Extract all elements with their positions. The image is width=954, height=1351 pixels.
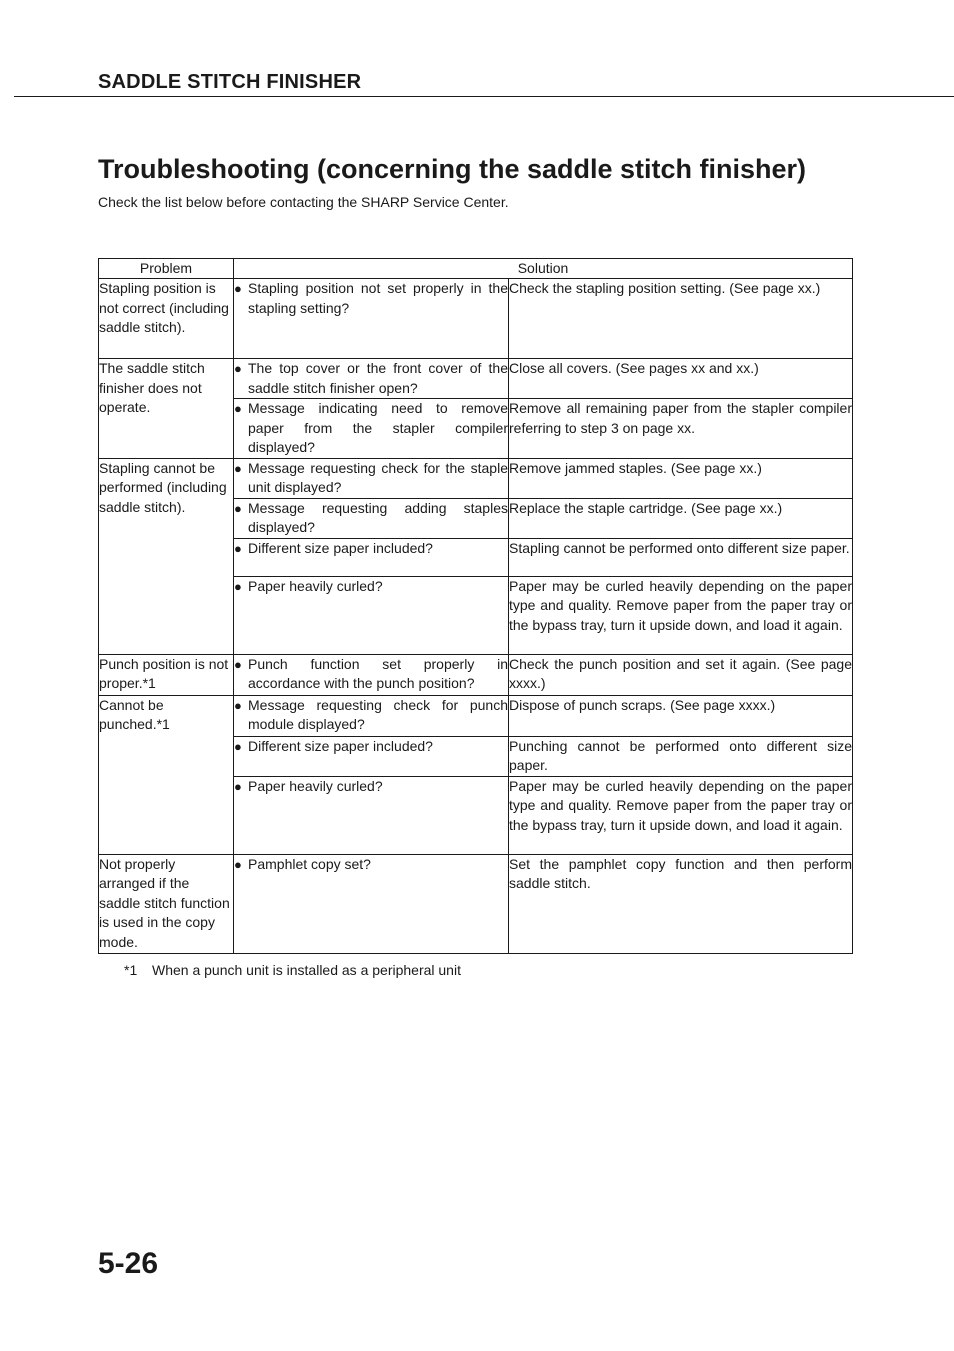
problem-cell: The saddle stitch finisher does not operate. — [99, 359, 234, 459]
solution-cell: Replace the staple cartridge. (See page xx.) — [509, 498, 853, 538]
check-item — [234, 539, 508, 559]
check-cell — [234, 399, 509, 459]
check-text: The top cover or the front cover of the saddle stitch finisher open? — [248, 360, 508, 396]
check-text: Stapling position not set properly in the stapling setting? — [248, 280, 508, 316]
check-cell — [234, 576, 509, 654]
check-cell — [234, 359, 509, 399]
solution-cell: Set the pamphlet copy function and then perform saddle stitch. — [509, 854, 853, 953]
table-row — [99, 854, 853, 953]
footnote — [124, 962, 461, 978]
check-text: Different size paper included? — [248, 737, 433, 754]
check-cell — [234, 776, 509, 854]
problem-cell: Not properly arranged if the saddle stitch function is used in the copy mode. — [99, 854, 234, 953]
troubleshooting-table — [98, 258, 853, 954]
table-row — [99, 279, 853, 359]
check-text: Message requesting adding staples displayed? — [248, 499, 508, 535]
bullet-icon: ● — [234, 460, 242, 476]
bullet-icon: ● — [234, 361, 242, 376]
check-item — [234, 279, 508, 318]
check-cell — [234, 736, 509, 776]
problem-cell: Stapling position is not correct (including saddle stitch). — [99, 279, 234, 359]
table-row — [99, 359, 853, 399]
bullet-icon: ● — [234, 656, 242, 672]
check-text: Paper heavily curled? — [248, 777, 383, 794]
check-cell — [234, 854, 509, 953]
table-row — [99, 654, 853, 695]
section-header: SADDLE STITCH FINISHER — [98, 71, 362, 93]
problem-cell: Stapling cannot be performed (including saddle stitch). — [99, 458, 234, 654]
solution-column-header: Solution — [234, 259, 853, 279]
check-text: Punch function set properly in accordance with the punch position? — [248, 655, 508, 691]
check-item — [234, 737, 508, 757]
table-header-row — [99, 259, 853, 279]
table-row — [99, 695, 853, 736]
problem-cell: Cannot be punched.*1 — [99, 695, 234, 854]
solution-cell: Dispose of punch scraps. (See page xxxx.) — [509, 695, 853, 736]
check-item — [234, 577, 508, 597]
bullet-icon: ● — [234, 281, 242, 296]
bullet-icon: ● — [234, 540, 242, 556]
check-text: Paper heavily curled? — [248, 577, 383, 594]
page-number: 5-26 — [98, 1247, 159, 1280]
check-cell — [234, 458, 509, 498]
solution-cell: Paper may be curled heavily depending on the paper type and quality. Remove paper from the paper tray or the bypass tray, turn it upside down, and load it again. — [509, 576, 853, 654]
page-title: Troubleshooting (concerning the saddle stitch finisher) — [98, 154, 807, 184]
check-item — [234, 777, 508, 797]
check-cell — [234, 538, 509, 576]
solution-cell: Punching cannot be performed onto different size paper. — [509, 736, 853, 776]
check-text: Pamphlet copy set? — [248, 855, 371, 872]
bullet-icon: ● — [234, 856, 242, 872]
bullet-icon: ● — [234, 401, 242, 416]
solution-cell: Check the stapling position setting. (See page xx.) — [509, 279, 853, 359]
bullet-icon: ● — [234, 500, 242, 516]
check-item — [234, 499, 508, 538]
bullet-icon: ● — [234, 738, 242, 754]
problem-cell: Punch position is not proper.*1 — [99, 654, 234, 695]
check-item — [234, 855, 508, 875]
check-item — [234, 399, 508, 458]
check-text: Message indicating need to remove paper from the stapler compiler displayed? — [248, 400, 508, 455]
bullet-icon: ● — [234, 578, 242, 594]
check-cell — [234, 654, 509, 695]
solution-cell: Remove all remaining paper from the stapler compiler referring to step 3 on page xx. — [509, 399, 853, 459]
check-item — [234, 459, 508, 498]
check-cell — [234, 498, 509, 538]
solution-cell: Paper may be curled heavily depending on the paper type and quality. Remove paper from the paper tray or the bypass tray, turn it upside down, and load it again. — [509, 776, 853, 854]
bullet-icon: ● — [234, 778, 242, 794]
intro-text: Check the list below before contacting the SHARP Service Center. — [98, 194, 509, 210]
check-item — [234, 655, 508, 694]
check-text: Message requesting check for punch module displayed? — [248, 696, 508, 732]
check-text: Message requesting check for the staple unit displayed? — [248, 459, 508, 495]
check-cell — [234, 279, 509, 359]
check-text: Different size paper included? — [248, 539, 433, 556]
check-item — [234, 696, 508, 735]
check-cell — [234, 695, 509, 736]
solution-cell: Remove jammed staples. (See page xx.) — [509, 458, 853, 498]
footnote-text: When a punch unit is installed as a peripheral unit — [152, 962, 461, 978]
footnote-mark: *1 — [124, 962, 138, 978]
solution-cell: Check the punch position and set it again. (See page xxxx.) — [509, 654, 853, 695]
table-body — [99, 279, 853, 954]
problem-column-header: Problem — [99, 259, 234, 279]
check-item — [234, 359, 508, 398]
solution-cell: Stapling cannot be performed onto different size paper. — [509, 538, 853, 576]
table-row — [99, 458, 853, 498]
solution-cell: Close all covers. (See pages xx and xx.) — [509, 359, 853, 399]
header-rule — [14, 96, 954, 97]
bullet-icon: ● — [234, 697, 242, 713]
